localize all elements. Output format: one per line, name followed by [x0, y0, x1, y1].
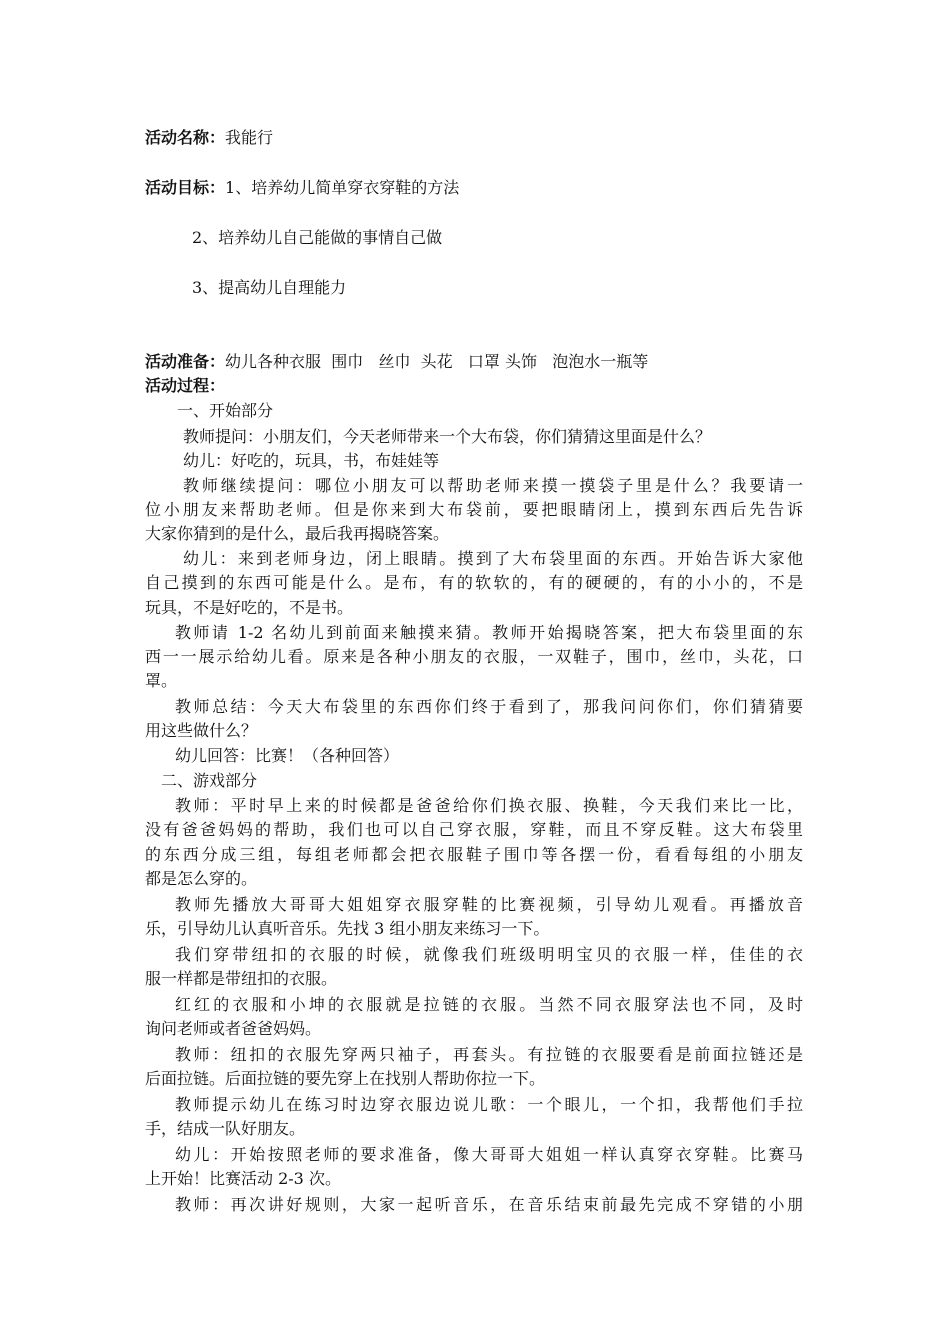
paragraph-line: 后面拉链。后面拉链的要先穿上在找别人帮助你拉一下。: [145, 1069, 546, 1088]
paragraph-line: 红红的衣服和小坤的衣服就是拉链的衣服。当然不同衣服穿法也不同，及时: [175, 995, 803, 1014]
activity-name-line: [145, 126, 810, 150]
activity-goal-2: 2、培养幼儿自己能做的事情自己做: [192, 228, 443, 247]
paragraph-line: 没有爸爸妈妈的帮助，我们也可以自己穿衣服，穿鞋，而且不穿反鞋。这大布袋里: [145, 820, 803, 839]
paragraph-line: 教师总结：今天大布袋里的东西你们终于看到了，那我问问你们，你们猜猜要: [175, 697, 803, 716]
activity-prep-label: 活动准备：: [145, 352, 226, 371]
paragraph-line: 服一样都是带纽扣的衣服。: [145, 969, 338, 988]
paragraph-line: 罩。: [145, 671, 178, 690]
paragraph-line: 教师提示幼儿在练习时边穿衣服边说儿歌：一个眼儿，一个扣，我帮他们手拉: [175, 1095, 803, 1114]
activity-goal-line: [145, 176, 810, 200]
paragraph-line: 位小朋友来帮助老师。但是你来到大布袋前，要把眼睛闭上，摸到东西后先告诉: [145, 500, 803, 519]
paragraph-line: 教师：再次讲好规则，大家一起听音乐，在音乐结束前最先完成不穿错的小朋: [175, 1195, 803, 1214]
paragraph-line: 幼儿：来到老师身边，闭上眼睛。摸到了大布袋里面的东西。开始告诉大家他: [183, 549, 803, 568]
activity-name-value: 我能行: [225, 128, 274, 147]
paragraph-line: 玩具，不是好吃的，不是书。: [145, 598, 354, 617]
paragraph-line: 上开始！比赛活动 2-3 次。: [145, 1169, 341, 1188]
activity-process-label-line: [145, 374, 810, 398]
activity-process-label: 活动过程：: [145, 376, 226, 395]
section-heading-start: 一、开始部分: [177, 401, 274, 420]
paragraph-line: 用这些做什么？: [145, 721, 258, 740]
paragraph-line: 的东西分成三组，每组老师都会把衣服鞋子围巾等各摆一份，看看每组的小朋友: [145, 845, 803, 864]
paragraph-line: 自己摸到的东西可能是什么。是布，有的软软的，有的硬硬的，有的小小的，不是: [145, 573, 803, 592]
paragraph-line: 幼儿回答：比赛！（各种回答）: [175, 746, 400, 765]
activity-prep-line: [145, 350, 810, 374]
paragraph-line: 幼儿：开始按照老师的要求准备，像大哥哥大姐姐一样认真穿衣穿鞋。比赛马: [175, 1145, 803, 1164]
section-heading-game: 二、游戏部分: [161, 771, 258, 790]
paragraph-line: 西一一展示给幼儿看。原来是各种小朋友的衣服，一双鞋子，围巾，丝巾，头花，口: [145, 647, 803, 666]
paragraph-line: 我们穿带纽扣的衣服的时候，就像我们班级明明宝贝的衣服一样，佳佳的衣: [175, 945, 803, 964]
paragraph-line: 幼儿：好吃的，玩具，书，布娃娃等: [183, 451, 440, 470]
paragraph-line: 教师：纽扣的衣服先穿两只袖子，再套头。有拉链的衣服要看是前面拉链还是: [175, 1045, 803, 1064]
paragraph-line: 乐，引导幼儿认真听音乐。先找 3 组小朋友来练习一下。: [145, 919, 550, 938]
paragraph-line: 教师继续提问：哪位小朋友可以帮助老师来摸一摸袋子里是什么？我要请一: [183, 476, 803, 495]
paragraph-line: 教师请 1-2 名幼儿到前面来触摸来猜。教师开始揭晓答案，把大布袋里面的东: [175, 623, 803, 642]
paragraph-line: 询问老师或者爸爸妈妈。: [145, 1019, 322, 1038]
paragraph-line: 大家你猜到的是什么，最后我再揭晓答案。: [145, 524, 450, 543]
activity-goal-3: 3、提高幼儿自理能力: [192, 278, 347, 297]
paragraph-line: 教师先播放大哥哥大姐姐穿衣服穿鞋的比赛视频，引导幼儿观看。再播放音: [175, 895, 803, 914]
paragraph-line: 教师提问：小朋友们，今天老师带来一个大布袋，你们猜猜这里面是什么？: [183, 427, 712, 446]
activity-goal-label: 活动目标：: [145, 178, 226, 197]
activity-prep-value: 幼儿各种衣服 围巾 丝巾 头花 口罩 头饰 泡泡水一瓶等: [225, 352, 649, 371]
paragraph-line: 教师：平时早上来的时候都是爸爸给你们换衣服、换鞋，今天我们来比一比，: [175, 796, 803, 815]
activity-goal-1: 1、培养幼儿简单穿衣穿鞋的方法: [225, 178, 460, 197]
paragraph-line: 都是怎么穿的。: [145, 869, 258, 888]
activity-name-label: 活动名称：: [145, 128, 226, 147]
paragraph-line: 手，结成一队好朋友。: [145, 1119, 306, 1138]
